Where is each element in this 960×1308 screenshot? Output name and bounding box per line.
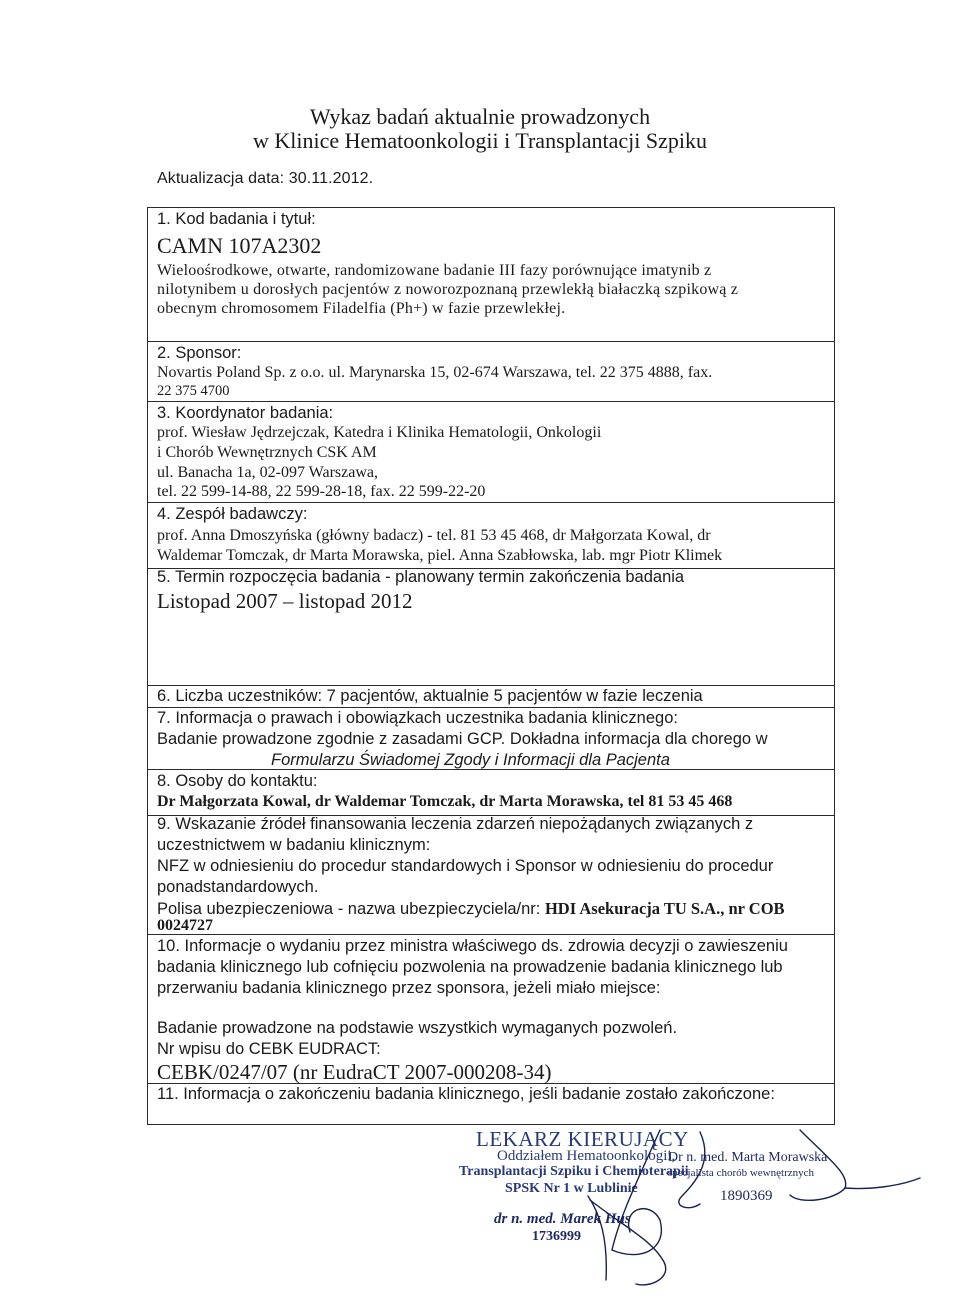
coordinator-line: i Chorób Wewnętrznych CSK AM — [157, 444, 377, 461]
stamp-line: 1890369 — [720, 1188, 773, 1204]
divider — [147, 341, 835, 342]
divider — [147, 502, 835, 503]
study-title-line: obecnym chromosomem Filadelfia (Ph+) w fazie przewlekłej. — [157, 300, 566, 317]
sponsor-line: 22 375 4700 — [157, 383, 230, 399]
permits-line: Badanie prowadzone na podstawie wszystkich wymaganych pozwoleń. — [157, 1019, 678, 1037]
page-title-line-1: Wykaz badań aktualnie prowadzonych — [309, 104, 651, 129]
study-title-line: nilotynibem u dorosłych pacjentów z noworozpoznaną przewlekłą białaczką szpikową z — [157, 281, 739, 298]
section-6-label: 6. Liczba uczestników: 7 pacjentów, aktualnie 5 pacjentów w fazie leczenia — [157, 687, 703, 705]
rights-info-form: Formularzu Świadomej Zgody i Informacji dla Pacjenta — [271, 751, 670, 769]
coordinator-line: tel. 22 599-14-88, 22 599-28-18, fax. 22 599-22-20 — [157, 483, 486, 500]
section-2-label: 2. Sponsor: — [157, 344, 242, 362]
divider — [147, 401, 835, 402]
divider — [147, 934, 835, 935]
insurance-policy — [157, 899, 785, 919]
insurance-policy-prefix: Polisa ubezpieczeniowa - nazwa ubezpieczyciela/nr: — [157, 900, 545, 918]
stamp-line: Oddziałem Hematoonkologii, — [497, 1148, 676, 1164]
stamp-line: LEKARZ KIERUJĄCY — [476, 1127, 689, 1151]
study-code: CAMN 107A2302 — [157, 233, 322, 258]
stamp-line: SPSK Nr 1 w Lublinie — [505, 1181, 638, 1196]
cebk-number: CEBK/0247/07 (nr EudraCT 2007-000208-34) — [157, 1060, 552, 1084]
page-title-line-2: w Klinice Hematoonkologii i Transplantacji Szpiku — [252, 128, 707, 153]
coordinator-line: ul. Banacha 1a, 02-097 Warszawa, — [157, 464, 378, 481]
insurance-policy-number: 0024727 — [157, 917, 213, 934]
stamp-line: specjalista chorób wewnętrznych — [668, 1167, 814, 1179]
section-1-label: 1. Kod badania i tytuł: — [157, 210, 316, 228]
contact-persons: Dr Małgorzata Kowal, dr Waldemar Tomczak, dr Marta Morawska, tel 81 53 45 468 — [157, 793, 733, 810]
update-date: Aktualizacja data: 30.11.2012. — [157, 170, 374, 187]
section-3-label: 3. Koordynator badania: — [157, 404, 334, 422]
insurance-policy-insurer: HDI Asekuracja TU S.A., nr COB — [544, 899, 785, 918]
divider — [147, 707, 835, 708]
section-10-label: 10. Informacje o wydaniu przez ministra właściwego ds. zdrowia decyzji o zawieszeniu — [157, 937, 788, 955]
team-line: Waldemar Tomczak, dr Marta Morawska, piel. Anna Szabłowska, lab. mgr Piotr Klimek — [157, 547, 723, 564]
funding-line: uczestnictwem w badaniu klinicznym: — [157, 836, 431, 854]
team-line: prof. Anna Dmoszyńska (główny badacz) - tel. 81 53 45 468, dr Małgorzata Kowal, dr — [157, 527, 711, 544]
sponsor-line: Novartis Poland Sp. z o.o. ul. Marynarska 15, 02-674 Warszawa, tel. 22 375 4888, fax. — [157, 364, 713, 381]
stamp-line: dr n. med. Marek Hus — [494, 1211, 631, 1227]
funding-line: ponadstandardowych. — [157, 878, 319, 896]
stamp-line: Transplantacji Szpiku i Chemioterapii — [459, 1164, 689, 1179]
section-7-label: 7. Informacja o prawach i obowiązkach uczestnika badania klinicznego: — [157, 709, 678, 727]
section-4-label: 4. Zespół badawczy: — [157, 505, 308, 523]
study-title-line: Wieloośrodkowe, otwarte, randomizowane badanie III fazy porównujące imatynib z — [157, 262, 712, 279]
coordinator-line: prof. Wiesław Jędrzejczak, Katedra i Klinika Hematologii, Onkologii — [157, 424, 602, 441]
cebk-label: Nr wpisu do CEBK EUDRACT: — [157, 1040, 381, 1058]
rights-info-line: Badanie prowadzone zgodnie z zasadami GCP. Dokładna informacja dla chorego w — [157, 730, 768, 748]
section-5-label: 5. Termin rozpoczęcia badania - planowany termin zakończenia badania — [157, 568, 685, 586]
stamp-line: 1736999 — [532, 1229, 581, 1244]
section-11-label: 11. Informacja o zakończeniu badania klinicznego, jeśli badanie zostało zakończone: — [157, 1085, 775, 1103]
suspension-line: przerwaniu badania klinicznego przez sponsora, jeżeli miało miejsce: — [157, 979, 661, 997]
section-8-label: 8. Osoby do kontaktu: — [157, 772, 318, 790]
section-9-label: 9. Wskazanie źródeł finansowania leczenia zdarzeń niepożądanych związanych z — [157, 815, 754, 833]
funding-line: NFZ w odniesieniu do procedur standardowych i Sponsor w odniesieniu do procedur — [157, 857, 774, 875]
study-period: Listopad 2007 – listopad 2012 — [157, 589, 413, 613]
suspension-line: badania klinicznego lub cofnięciu pozwolenia na prowadzenie badania klinicznego lub — [157, 958, 783, 976]
stamp-line: Dr n. med. Marta Morawska — [668, 1150, 828, 1165]
divider — [147, 685, 835, 686]
